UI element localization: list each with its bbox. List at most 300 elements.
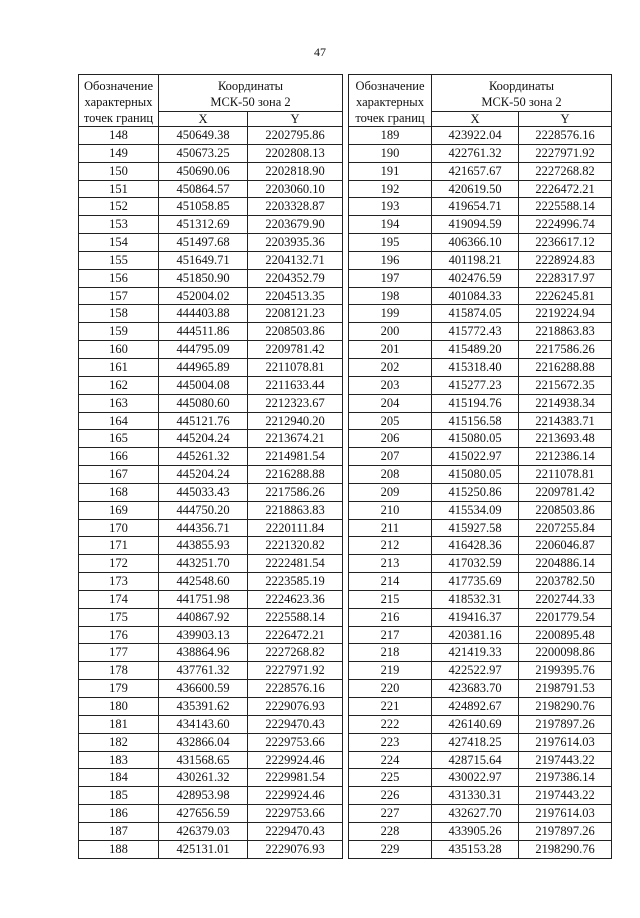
x-coordinate-cell: 422522.97 xyxy=(432,662,519,680)
point-number-cell: 216 xyxy=(349,608,432,626)
y-coordinate-cell: 2229753.66 xyxy=(248,733,343,751)
x-coordinate-cell: 450673.25 xyxy=(159,144,248,162)
table-row xyxy=(79,680,343,698)
header-label-cell xyxy=(79,75,159,127)
table-row xyxy=(349,144,612,162)
point-number-cell: 149 xyxy=(79,144,159,162)
y-coordinate-cell: 2211078.81 xyxy=(248,358,343,376)
point-number-cell: 219 xyxy=(349,662,432,680)
x-coordinate-cell: 445204.24 xyxy=(159,430,248,448)
point-number-cell: 148 xyxy=(79,127,159,145)
table-row xyxy=(349,376,612,394)
y-coordinate-cell: 2197386.14 xyxy=(519,769,612,787)
table-row xyxy=(349,430,612,448)
point-number-cell: 166 xyxy=(79,448,159,466)
table-row xyxy=(79,305,343,323)
page-number: 47 xyxy=(314,45,326,59)
y-coordinate-cell: 2200098.86 xyxy=(519,644,612,662)
y-coordinate-cell: 2204513.35 xyxy=(248,287,343,305)
y-coordinate-cell: 2214938.34 xyxy=(519,394,612,412)
point-number-cell: 223 xyxy=(349,733,432,751)
point-number-cell: 159 xyxy=(79,323,159,341)
x-coordinate-cell: 415772.43 xyxy=(432,323,519,341)
header-y: Y xyxy=(248,112,343,127)
y-coordinate-cell: 2216288.88 xyxy=(519,358,612,376)
y-coordinate-cell: 2202818.90 xyxy=(248,162,343,180)
table-row xyxy=(349,412,612,430)
point-number-cell: 229 xyxy=(349,840,432,858)
point-number-cell: 190 xyxy=(349,144,432,162)
table-row xyxy=(349,323,612,341)
table-row xyxy=(79,448,343,466)
table-row xyxy=(79,608,343,626)
point-number-cell: 174 xyxy=(79,590,159,608)
x-coordinate-cell: 421419.33 xyxy=(432,644,519,662)
point-number-cell: 228 xyxy=(349,822,432,840)
point-number-cell: 221 xyxy=(349,698,432,716)
table-row xyxy=(349,483,612,501)
table-row xyxy=(79,341,343,359)
y-coordinate-cell: 2217586.26 xyxy=(248,483,343,501)
point-number-cell: 167 xyxy=(79,466,159,484)
y-coordinate-cell: 2207255.84 xyxy=(519,519,612,537)
y-coordinate-cell: 2218863.83 xyxy=(248,501,343,519)
y-coordinate-cell: 2228924.83 xyxy=(519,251,612,269)
point-number-cell: 185 xyxy=(79,787,159,805)
point-number-cell: 212 xyxy=(349,537,432,555)
x-coordinate-cell: 419416.37 xyxy=(432,608,519,626)
point-number-cell: 208 xyxy=(349,466,432,484)
point-number-cell: 199 xyxy=(349,305,432,323)
header-label-cell xyxy=(349,75,432,127)
point-number-cell: 163 xyxy=(79,394,159,412)
table-row xyxy=(349,787,612,805)
point-number-cell: 210 xyxy=(349,501,432,519)
x-coordinate-cell: 426379.03 xyxy=(159,822,248,840)
table-row xyxy=(349,626,612,644)
x-coordinate-cell: 428715.64 xyxy=(432,751,519,769)
y-coordinate-cell: 2227268.82 xyxy=(248,644,343,662)
point-number-cell: 198 xyxy=(349,287,432,305)
table-row xyxy=(349,698,612,716)
y-coordinate-cell: 2228576.16 xyxy=(248,680,343,698)
x-coordinate-cell: 444750.20 xyxy=(159,501,248,519)
point-number-cell: 179 xyxy=(79,680,159,698)
point-number-cell: 173 xyxy=(79,573,159,591)
table-row xyxy=(79,590,343,608)
header-y: Y xyxy=(519,112,612,127)
point-number-cell: 157 xyxy=(79,287,159,305)
point-number-cell: 205 xyxy=(349,412,432,430)
x-coordinate-cell: 415874.05 xyxy=(432,305,519,323)
point-number-cell: 207 xyxy=(349,448,432,466)
table-row xyxy=(349,662,612,680)
x-coordinate-cell: 430022.97 xyxy=(432,769,519,787)
x-coordinate-cell: 450649.38 xyxy=(159,127,248,145)
point-number-cell: 189 xyxy=(349,127,432,145)
table-row xyxy=(349,198,612,216)
table-row xyxy=(349,751,612,769)
table-row xyxy=(79,662,343,680)
y-coordinate-cell: 2198290.76 xyxy=(519,840,612,858)
y-coordinate-cell: 2198791.53 xyxy=(519,680,612,698)
table-row xyxy=(79,144,343,162)
x-coordinate-cell: 442548.60 xyxy=(159,573,248,591)
point-number-cell: 182 xyxy=(79,733,159,751)
header-x: X xyxy=(432,112,519,127)
y-coordinate-cell: 2227971.92 xyxy=(248,662,343,680)
table-row xyxy=(349,127,612,145)
table-row xyxy=(349,573,612,591)
header-label-line: Обозначение xyxy=(83,79,154,93)
y-coordinate-cell: 2229924.46 xyxy=(248,751,343,769)
y-coordinate-cell: 2203679.90 xyxy=(248,216,343,234)
y-coordinate-cell: 2199395.76 xyxy=(519,662,612,680)
x-coordinate-cell: 415277.23 xyxy=(432,376,519,394)
point-number-cell: 175 xyxy=(79,608,159,626)
y-coordinate-cell: 2229981.54 xyxy=(248,769,343,787)
table-row xyxy=(349,162,612,180)
table-row xyxy=(79,715,343,733)
y-coordinate-cell: 2211633.44 xyxy=(248,376,343,394)
point-number-cell: 181 xyxy=(79,715,159,733)
y-coordinate-cell: 2218863.83 xyxy=(519,323,612,341)
table-row xyxy=(79,769,343,787)
y-coordinate-cell: 2227971.92 xyxy=(519,144,612,162)
table-row xyxy=(349,519,612,537)
x-coordinate-cell: 423683.70 xyxy=(432,680,519,698)
x-coordinate-cell: 401198.21 xyxy=(432,251,519,269)
table-row xyxy=(79,216,343,234)
y-coordinate-cell: 2226472.21 xyxy=(519,180,612,198)
x-coordinate-cell: 444403.88 xyxy=(159,305,248,323)
y-coordinate-cell: 2229470.43 xyxy=(248,822,343,840)
point-number-cell: 162 xyxy=(79,376,159,394)
point-number-cell: 203 xyxy=(349,376,432,394)
x-coordinate-cell: 419094.59 xyxy=(432,216,519,234)
header-label-line: точек границ xyxy=(83,111,154,125)
x-coordinate-cell: 444795.09 xyxy=(159,341,248,359)
table-row xyxy=(79,180,343,198)
point-number-cell: 225 xyxy=(349,769,432,787)
x-coordinate-cell: 427418.25 xyxy=(432,733,519,751)
x-coordinate-cell: 450864.57 xyxy=(159,180,248,198)
point-number-cell: 180 xyxy=(79,698,159,716)
y-coordinate-cell: 2197614.03 xyxy=(519,733,612,751)
coordinates-table-left xyxy=(78,74,343,859)
y-coordinate-cell: 2225588.14 xyxy=(519,198,612,216)
table-row xyxy=(349,466,612,484)
table-row xyxy=(79,840,343,858)
x-coordinate-cell: 431330.31 xyxy=(432,787,519,805)
y-coordinate-cell: 2216288.88 xyxy=(248,466,343,484)
point-number-cell: 172 xyxy=(79,555,159,573)
point-number-cell: 150 xyxy=(79,162,159,180)
y-coordinate-cell: 2236617.12 xyxy=(519,234,612,252)
y-coordinate-cell: 2212940.20 xyxy=(248,412,343,430)
table-row xyxy=(79,573,343,591)
table-row xyxy=(349,358,612,376)
x-coordinate-cell: 451312.69 xyxy=(159,216,248,234)
header-coords-title: Координаты xyxy=(217,79,284,93)
table-row xyxy=(349,394,612,412)
x-coordinate-cell: 406366.10 xyxy=(432,234,519,252)
table-row xyxy=(79,822,343,840)
x-coordinate-cell: 435153.28 xyxy=(432,840,519,858)
x-coordinate-cell: 426140.69 xyxy=(432,715,519,733)
y-coordinate-cell: 2197897.26 xyxy=(519,822,612,840)
table-row xyxy=(79,430,343,448)
y-coordinate-cell: 2197443.22 xyxy=(519,787,612,805)
x-coordinate-cell: 444965.89 xyxy=(159,358,248,376)
x-coordinate-cell: 402476.59 xyxy=(432,269,519,287)
header-label-line: Обозначение xyxy=(355,79,425,93)
header-coords-cell xyxy=(432,75,612,112)
table-row xyxy=(79,555,343,573)
table-row xyxy=(349,590,612,608)
x-coordinate-cell: 445121.76 xyxy=(159,412,248,430)
y-coordinate-cell: 2229076.93 xyxy=(248,840,343,858)
x-coordinate-cell: 440867.92 xyxy=(159,608,248,626)
x-coordinate-cell: 432866.04 xyxy=(159,733,248,751)
y-coordinate-cell: 2212323.67 xyxy=(248,394,343,412)
x-coordinate-cell: 417032.59 xyxy=(432,555,519,573)
point-number-cell: 195 xyxy=(349,234,432,252)
point-number-cell: 164 xyxy=(79,412,159,430)
x-coordinate-cell: 435391.62 xyxy=(159,698,248,716)
table-row xyxy=(349,251,612,269)
y-coordinate-cell: 2213693.48 xyxy=(519,430,612,448)
y-coordinate-cell: 2229076.93 xyxy=(248,698,343,716)
x-coordinate-cell: 436600.59 xyxy=(159,680,248,698)
y-coordinate-cell: 2203060.10 xyxy=(248,180,343,198)
point-number-cell: 194 xyxy=(349,216,432,234)
x-coordinate-cell: 433905.26 xyxy=(432,822,519,840)
x-coordinate-cell: 415080.05 xyxy=(432,430,519,448)
x-coordinate-cell: 444511.86 xyxy=(159,323,248,341)
point-number-cell: 201 xyxy=(349,341,432,359)
table-row xyxy=(79,733,343,751)
header-label-line: характерных xyxy=(356,95,424,109)
x-coordinate-cell: 451497.68 xyxy=(159,234,248,252)
x-coordinate-cell: 415250.86 xyxy=(432,483,519,501)
table-row xyxy=(79,376,343,394)
table-row xyxy=(349,341,612,359)
point-number-cell: 206 xyxy=(349,430,432,448)
point-number-cell: 168 xyxy=(79,483,159,501)
y-coordinate-cell: 2202744.33 xyxy=(519,590,612,608)
point-number-cell: 202 xyxy=(349,358,432,376)
y-coordinate-cell: 2217586.26 xyxy=(519,341,612,359)
y-coordinate-cell: 2203328.87 xyxy=(248,198,343,216)
y-coordinate-cell: 2197897.26 xyxy=(519,715,612,733)
x-coordinate-cell: 415318.40 xyxy=(432,358,519,376)
x-coordinate-cell: 415194.76 xyxy=(432,394,519,412)
x-coordinate-cell: 445004.08 xyxy=(159,376,248,394)
x-coordinate-cell: 420619.50 xyxy=(432,180,519,198)
y-coordinate-cell: 2203935.36 xyxy=(248,234,343,252)
y-coordinate-cell: 2212386.14 xyxy=(519,448,612,466)
x-coordinate-cell: 437761.32 xyxy=(159,662,248,680)
point-number-cell: 197 xyxy=(349,269,432,287)
y-coordinate-cell: 2221320.82 xyxy=(248,537,343,555)
x-coordinate-cell: 419654.71 xyxy=(432,198,519,216)
point-number-cell: 226 xyxy=(349,787,432,805)
table-row xyxy=(349,733,612,751)
table-row xyxy=(349,840,612,858)
point-number-cell: 188 xyxy=(79,840,159,858)
point-number-cell: 218 xyxy=(349,644,432,662)
x-coordinate-cell: 451058.85 xyxy=(159,198,248,216)
y-coordinate-cell: 2208121.23 xyxy=(248,305,343,323)
y-coordinate-cell: 2204352.79 xyxy=(248,269,343,287)
x-coordinate-cell: 423922.04 xyxy=(432,127,519,145)
point-number-cell: 224 xyxy=(349,751,432,769)
y-coordinate-cell: 2202795.86 xyxy=(248,127,343,145)
point-number-cell: 153 xyxy=(79,216,159,234)
point-number-cell: 196 xyxy=(349,251,432,269)
table-row xyxy=(349,805,612,823)
point-number-cell: 200 xyxy=(349,323,432,341)
x-coordinate-cell: 431568.65 xyxy=(159,751,248,769)
x-coordinate-cell: 428953.98 xyxy=(159,787,248,805)
x-coordinate-cell: 432627.70 xyxy=(432,805,519,823)
y-coordinate-cell: 2197614.03 xyxy=(519,805,612,823)
point-number-cell: 152 xyxy=(79,198,159,216)
point-number-cell: 192 xyxy=(349,180,432,198)
x-coordinate-cell: 445080.60 xyxy=(159,394,248,412)
header-coords-zone: МСК-50 зона 2 xyxy=(481,95,562,109)
table-row xyxy=(79,626,343,644)
y-coordinate-cell: 2201779.54 xyxy=(519,608,612,626)
table-row xyxy=(79,234,343,252)
point-number-cell: 155 xyxy=(79,251,159,269)
table-row xyxy=(79,358,343,376)
point-number-cell: 160 xyxy=(79,341,159,359)
y-coordinate-cell: 2226472.21 xyxy=(248,626,343,644)
x-coordinate-cell: 421657.67 xyxy=(432,162,519,180)
y-coordinate-cell: 2228576.16 xyxy=(519,127,612,145)
table-row xyxy=(79,519,343,537)
x-coordinate-cell: 439903.13 xyxy=(159,626,248,644)
y-coordinate-cell: 2208503.86 xyxy=(519,501,612,519)
table-row xyxy=(349,448,612,466)
x-coordinate-cell: 415156.58 xyxy=(432,412,519,430)
table-row xyxy=(349,216,612,234)
point-number-cell: 176 xyxy=(79,626,159,644)
y-coordinate-cell: 2206046.87 xyxy=(519,537,612,555)
y-coordinate-cell: 2204886.14 xyxy=(519,555,612,573)
y-coordinate-cell: 2209781.42 xyxy=(248,341,343,359)
table-row xyxy=(79,537,343,555)
table-row xyxy=(349,715,612,733)
y-coordinate-cell: 2225588.14 xyxy=(248,608,343,626)
y-coordinate-cell: 2211078.81 xyxy=(519,466,612,484)
x-coordinate-cell: 415927.58 xyxy=(432,519,519,537)
table-row xyxy=(79,251,343,269)
x-coordinate-cell: 415080.05 xyxy=(432,466,519,484)
table-row xyxy=(349,644,612,662)
y-coordinate-cell: 2229470.43 xyxy=(248,715,343,733)
y-coordinate-cell: 2197443.22 xyxy=(519,751,612,769)
table-row xyxy=(349,822,612,840)
x-coordinate-cell: 401084.33 xyxy=(432,287,519,305)
y-coordinate-cell: 2215672.35 xyxy=(519,376,612,394)
table-row xyxy=(349,537,612,555)
table-row xyxy=(79,501,343,519)
table-row xyxy=(79,269,343,287)
table-row xyxy=(79,394,343,412)
point-number-cell: 165 xyxy=(79,430,159,448)
table-row xyxy=(79,466,343,484)
point-number-cell: 204 xyxy=(349,394,432,412)
y-coordinate-cell: 2219224.94 xyxy=(519,305,612,323)
point-number-cell: 193 xyxy=(349,198,432,216)
table-row xyxy=(79,698,343,716)
table-row xyxy=(79,644,343,662)
x-coordinate-cell: 452004.02 xyxy=(159,287,248,305)
table-row xyxy=(79,483,343,501)
point-number-cell: 186 xyxy=(79,805,159,823)
point-number-cell: 177 xyxy=(79,644,159,662)
header-label-line: характерных xyxy=(84,95,153,109)
point-number-cell: 158 xyxy=(79,305,159,323)
point-number-cell: 227 xyxy=(349,805,432,823)
x-coordinate-cell: 445261.32 xyxy=(159,448,248,466)
y-coordinate-cell: 2203782.50 xyxy=(519,573,612,591)
y-coordinate-cell: 2213674.21 xyxy=(248,430,343,448)
point-number-cell: 184 xyxy=(79,769,159,787)
table-row xyxy=(349,555,612,573)
point-number-cell: 220 xyxy=(349,680,432,698)
table-row xyxy=(79,162,343,180)
y-coordinate-cell: 2229753.66 xyxy=(248,805,343,823)
point-number-cell: 183 xyxy=(79,751,159,769)
y-coordinate-cell: 2214981.54 xyxy=(248,448,343,466)
y-coordinate-cell: 2198290.76 xyxy=(519,698,612,716)
table-row xyxy=(79,787,343,805)
y-coordinate-cell: 2224623.36 xyxy=(248,590,343,608)
point-number-cell: 178 xyxy=(79,662,159,680)
point-number-cell: 222 xyxy=(349,715,432,733)
x-coordinate-cell: 420381.16 xyxy=(432,626,519,644)
x-coordinate-cell: 425131.01 xyxy=(159,840,248,858)
table-row xyxy=(349,180,612,198)
x-coordinate-cell: 438864.96 xyxy=(159,644,248,662)
point-number-cell: 154 xyxy=(79,234,159,252)
table-row xyxy=(79,805,343,823)
x-coordinate-cell: 417735.69 xyxy=(432,573,519,591)
y-coordinate-cell: 2228317.97 xyxy=(519,269,612,287)
y-coordinate-cell: 2227268.82 xyxy=(519,162,612,180)
y-coordinate-cell: 2200895.48 xyxy=(519,626,612,644)
y-coordinate-cell: 2209781.42 xyxy=(519,483,612,501)
x-coordinate-cell: 445033.43 xyxy=(159,483,248,501)
header-label-line: точек границ xyxy=(355,111,425,125)
point-number-cell: 217 xyxy=(349,626,432,644)
x-coordinate-cell: 424892.67 xyxy=(432,698,519,716)
table-row xyxy=(349,769,612,787)
point-number-cell: 213 xyxy=(349,555,432,573)
point-number-cell: 187 xyxy=(79,822,159,840)
point-number-cell: 211 xyxy=(349,519,432,537)
x-coordinate-cell: 430261.32 xyxy=(159,769,248,787)
table-row xyxy=(79,751,343,769)
y-coordinate-cell: 2208503.86 xyxy=(248,323,343,341)
x-coordinate-cell: 415022.97 xyxy=(432,448,519,466)
table-row xyxy=(349,287,612,305)
x-coordinate-cell: 443855.93 xyxy=(159,537,248,555)
